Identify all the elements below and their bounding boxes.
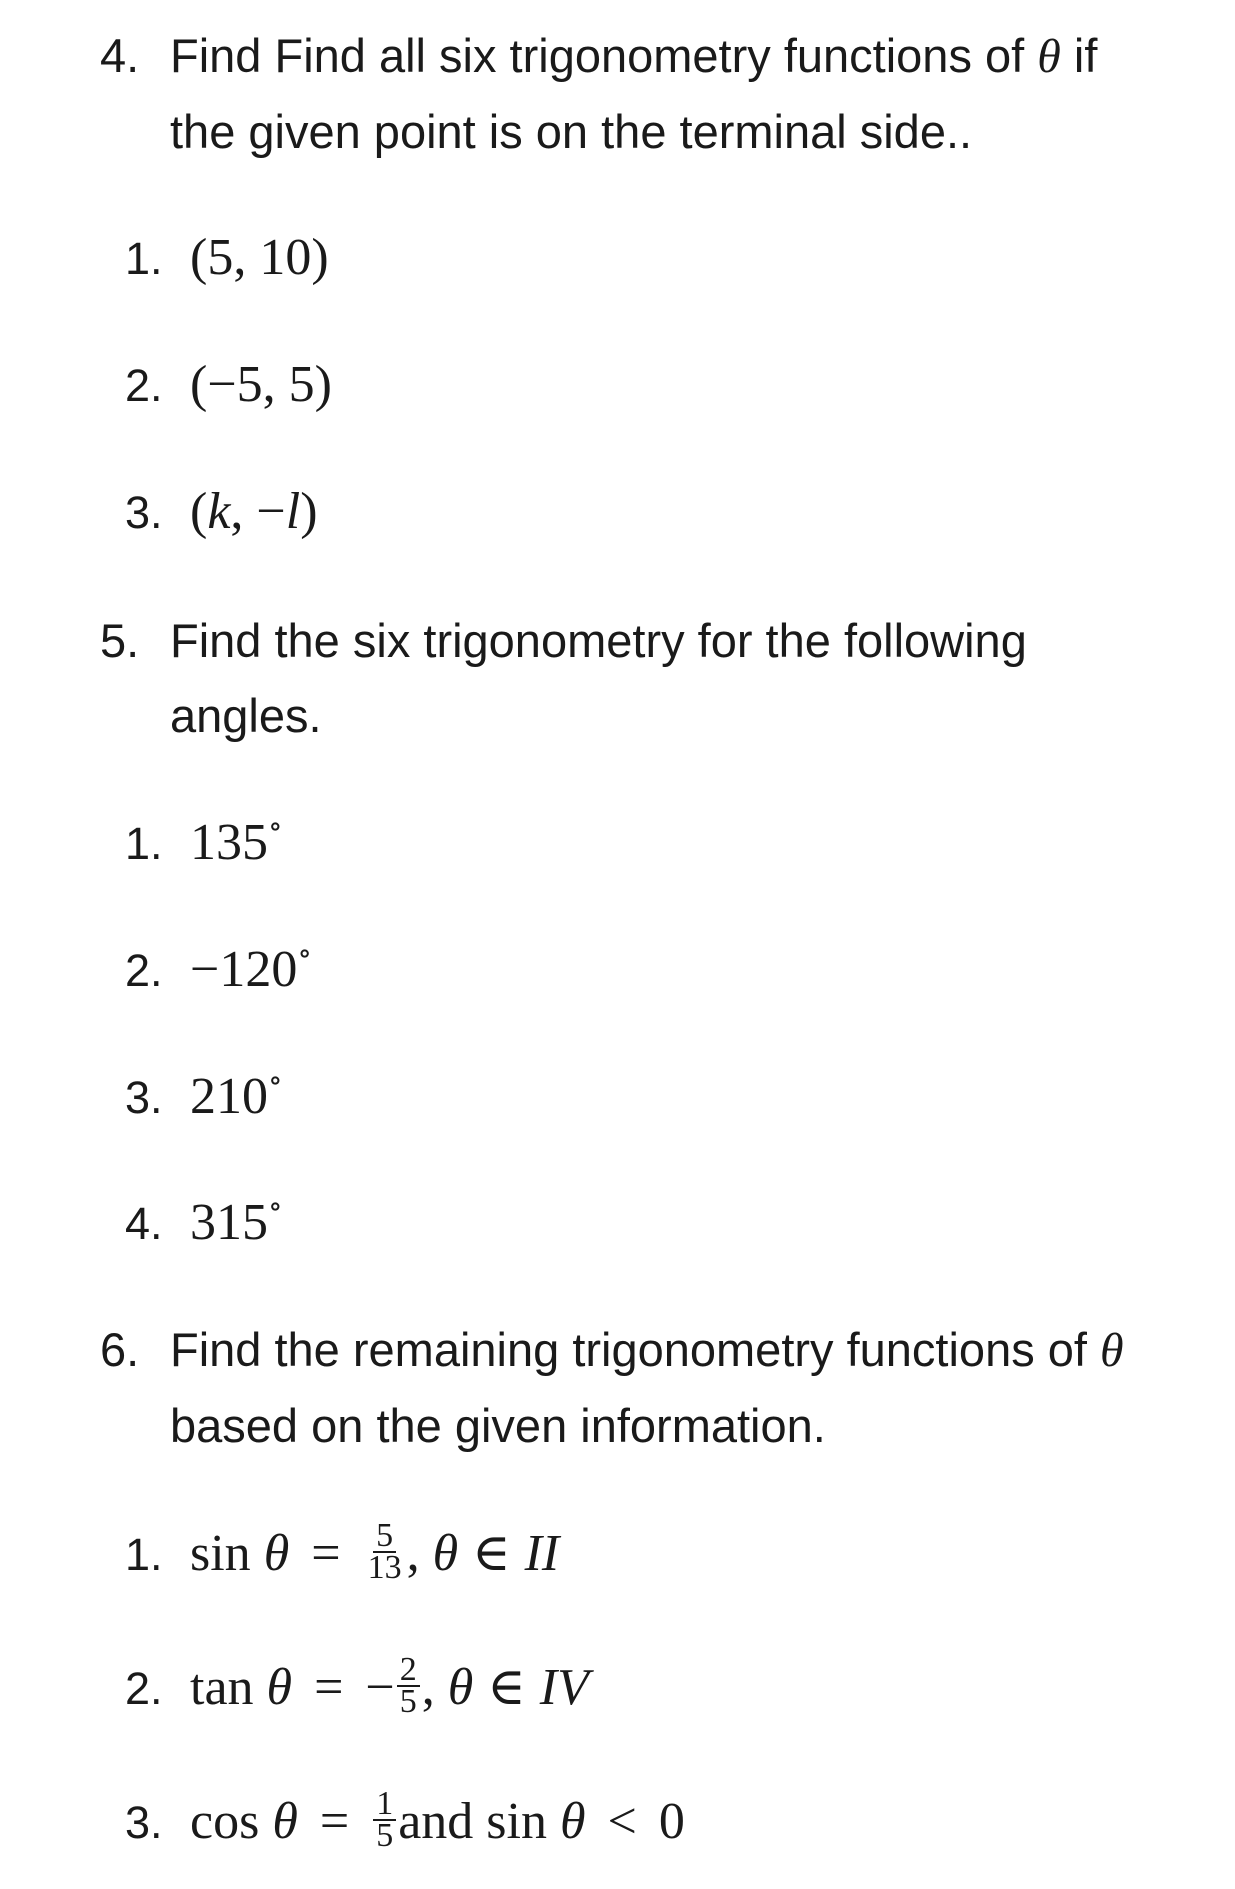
problem-text-line2: the given point is on the terminal side.. bbox=[170, 105, 973, 158]
list-item: 1. (5, 10) bbox=[125, 229, 329, 286]
list-item: 2. tan θ = − $\frac{2}{5}$ , θ ∈ IV bbox=[125, 1657, 589, 1723]
problem-5 bbox=[100, 603, 1220, 753]
point-coordinates: (k, −l) bbox=[190, 483, 318, 540]
list-item: 2. (−5, 5) bbox=[125, 356, 332, 413]
angle-value: 210∘ bbox=[190, 1064, 283, 1125]
given-condition: cos θ = $\frac{1}{5}$ and sin θ < 0 bbox=[190, 1785, 685, 1855]
problem-text-line1: Find the six trigonometry for the following bbox=[170, 614, 1027, 667]
theta-symbol: θ bbox=[1037, 30, 1061, 83]
theta-symbol: θ bbox=[1100, 1324, 1124, 1377]
problem-number: 6. bbox=[100, 1323, 140, 1376]
list-item: 3. (k, −l) bbox=[125, 483, 318, 540]
fraction: $\frac{2}{5}$ bbox=[397, 1655, 420, 1717]
problem-6 bbox=[100, 1312, 1220, 1463]
point-coordinates: (5, 10) bbox=[190, 229, 329, 286]
given-condition: tan θ = − $\frac{2}{5}$ , θ ∈ IV bbox=[190, 1651, 589, 1721]
problem-text-line2: based on the given information. bbox=[170, 1399, 826, 1452]
problem-number: 5. bbox=[100, 614, 140, 667]
angle-value: −120∘ bbox=[190, 937, 313, 998]
point-coordinates: (−5, 5) bbox=[190, 356, 332, 413]
list-item: 2. −120∘ bbox=[125, 937, 313, 998]
list-item: 1. sin θ = $\frac{5}{13}$ , θ ∈ II bbox=[125, 1523, 559, 1589]
problem-text-line2: angles. bbox=[170, 689, 322, 742]
list-item: 4. 315∘ bbox=[125, 1190, 283, 1251]
problem-4 bbox=[100, 18, 1220, 169]
angle-value: 315∘ bbox=[190, 1190, 283, 1251]
problem-number: 4. bbox=[100, 29, 140, 82]
list-item: 3. cos θ = $\frac{1}{5}$ and sin θ < 0 bbox=[125, 1792, 685, 1857]
problem-text-line1: Find Find all six trigonometry functions of bbox=[170, 29, 1025, 82]
problem-text-line1-end: if bbox=[1073, 29, 1098, 82]
list-item: 1. 135∘ bbox=[125, 810, 283, 871]
angle-value: 135∘ bbox=[190, 810, 283, 871]
list-item: 3. 210∘ bbox=[125, 1064, 283, 1125]
fraction: $\frac{1}{5}$ bbox=[373, 1789, 396, 1851]
fraction: $\frac{5}{13}$ bbox=[367, 1517, 402, 1587]
problem-text-line1: Find the remaining trigonometry functions of bbox=[170, 1323, 1087, 1376]
given-condition: sin θ = $\frac{5}{13}$ , θ ∈ II bbox=[190, 1517, 560, 1587]
